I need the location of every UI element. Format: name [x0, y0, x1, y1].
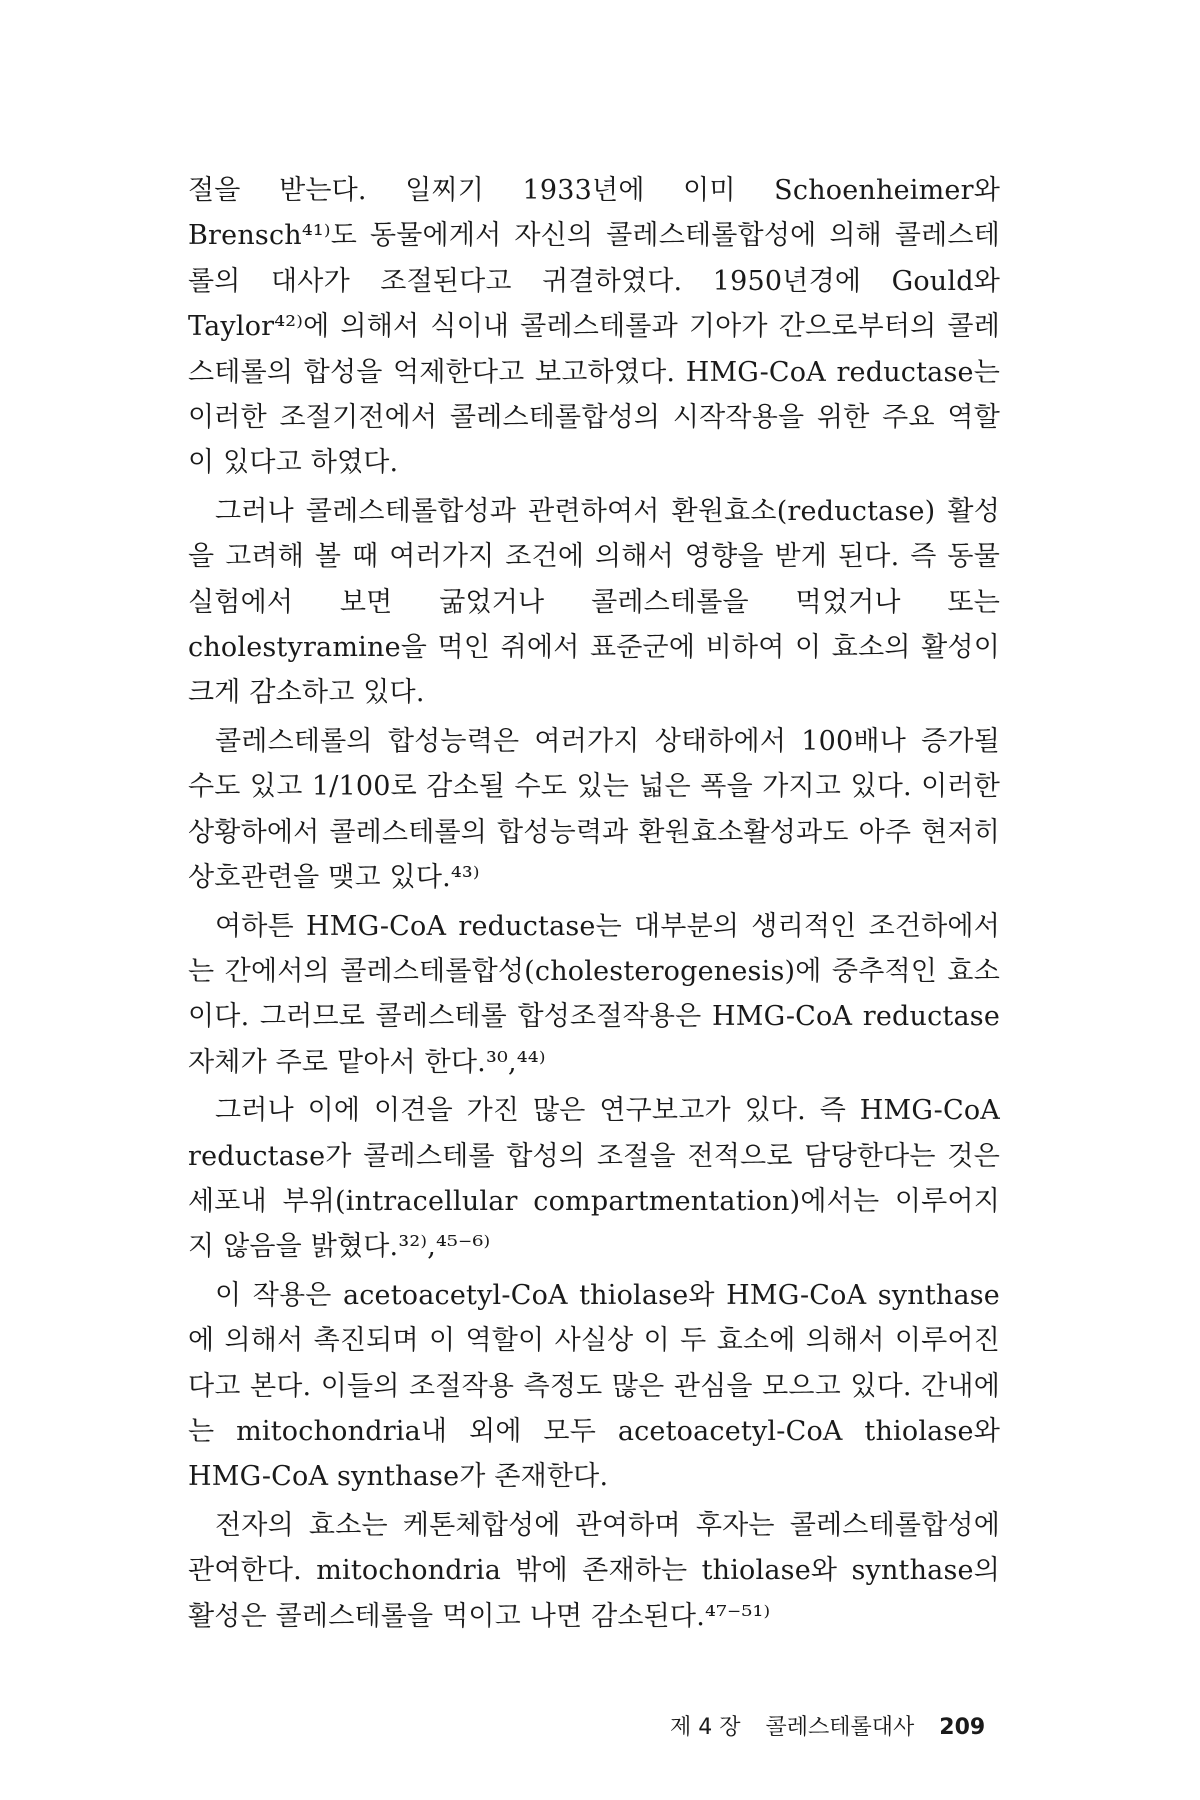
paragraph-1: 절을 받는다. 일찌기 1933년에 이미 Schoenheimer와 Brensch⁴¹⁾도 동물에게서 자신의 콜레스테롤합성에 의해 콜레스테롤의 대사가 조절된다고 귀결하였다. 1950년경에 Gould와 Taylor⁴²⁾에 의해서 식이내 콜레스테롤과 기아가 간으로부터의 콜레스테롤의 합성을 억제한다고 보고하였다. HMG-CoA reductase는 이러한 조절기전에서 콜레스테롤합성의 시작작용을 위한 주요 역할이 있다고 하였다. [188, 175, 1000, 479]
paragraph-6: 이 작용은 acetoacetyl-CoA thiolase와 HMG-CoA synthase에 의해서 촉진되며 이 역할이 사실상 이 두 효소에 의해서 이루어진다고 본다. 이들의 조절작용 측정도 많은 관심을 모으고 있다. 간내에는 mitochondria내 외에 모두 acetoacetyl-CoA thiolase와 HMG-CoA synthase가 존재한다. [188, 1279, 1000, 1493]
footer-title: 콜레스테롤대사 [765, 1715, 915, 1740]
paragraph-4: 여하튼 HMG-CoA reductase는 대부분의 생리적인 조건하에서는 간에서의 콜레스테롤합성(cholesterogenesis)에 중추적인 효소이다. 그러므로 콜레스테롤 합성조절작용은 HMG-CoA reductase 자체가 주로 맡아서 한다.³⁰,⁴⁴⁾ [188, 910, 1000, 1078]
page-footer [670, 1710, 1010, 1741]
paragraph-5: 그러나 이에 이견을 가진 많은 연구보고가 있다. 즉 HMG-CoA reductase가 콜레스테롤 합성의 조절을 전적으로 담당한다는 것은 세포내 부위(intracellular compartmentation)에서는 이루어지지 않음을 밝혔다.³²⁾,⁴⁵⁻⁶⁾ [188, 1095, 1000, 1263]
page-number: 209 [939, 1715, 986, 1740]
paragraph-3: 콜레스테롤의 합성능력은 여러가지 상태하에서 100배나 증가될 수도 있고 1/100로 감소될 수도 있는 넓은 폭을 가지고 있다. 이러한 상황하에서 콜레스테롤의 합성능력과 환원효소활성과도 아주 현저히 상호관련을 맺고 있다.⁴³⁾ [188, 725, 1000, 894]
paragraph-2: 그러나 콜레스테롤합성과 관련하여서 환원효소(reductase) 활성을 고려해 볼 때 여러가지 조건에 의해서 영향을 받게 된다. 즉 동물실험에서 보면 굶었거나 콜레스테롤을 먹었거나 또는 cholestyramine을 먹인 쥐에서 표준군에 비하여 이 효소의 활성이 크게 감소하고 있다. [188, 495, 1000, 709]
paragraph-7: 전자의 효소는 케톤체합성에 관여하며 후자는 콜레스테롤합성에 관여한다. mitochondria 밖에 존재하는 thiolase와 synthase의 활성은 콜레스테롤을 먹이고 나면 감소된다.⁴⁷⁻⁵¹⁾ [188, 1509, 1000, 1632]
footer-chapter: 제 4 장 [670, 1715, 741, 1740]
body-text [188, 168, 1000, 1642]
